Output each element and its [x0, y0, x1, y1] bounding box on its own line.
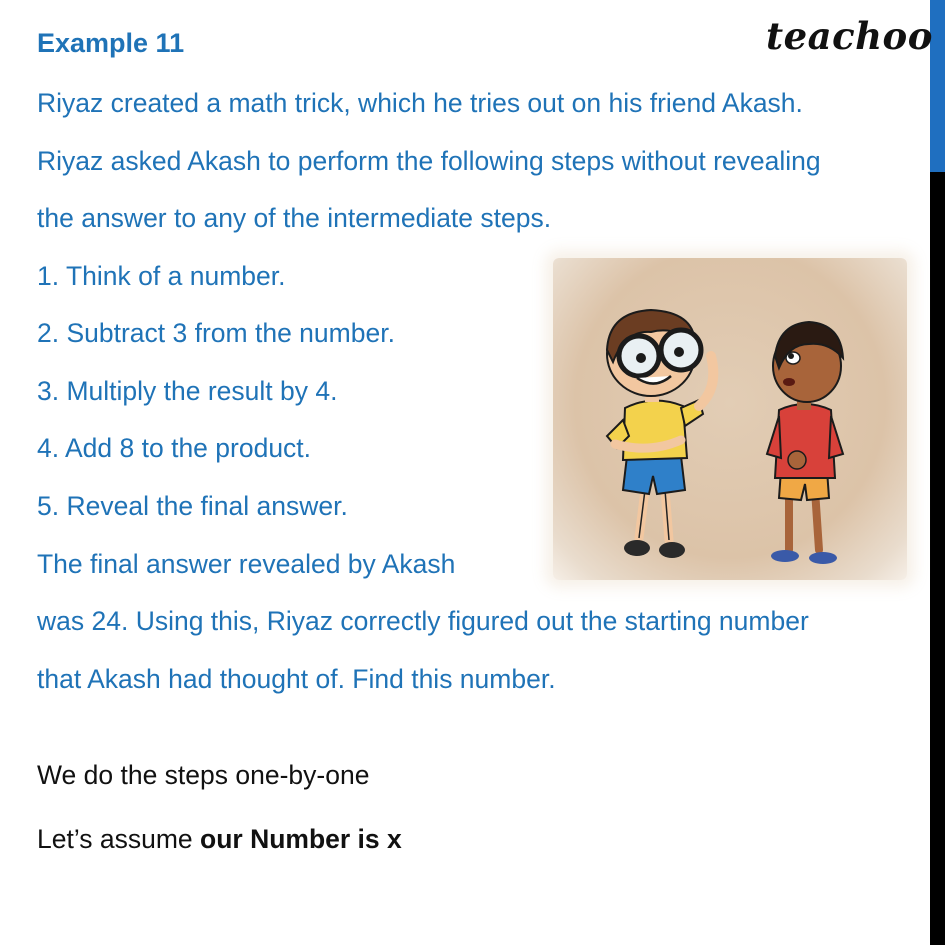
question-line: was 24. Using this, Riyaz correctly figured out the starting number: [37, 606, 809, 636]
question-line: the answer to any of the intermediate steps.: [37, 203, 552, 233]
cartoon-illustration: [553, 258, 907, 580]
question-line: The final answer revealed by Akash: [37, 549, 456, 579]
boy-with-glasses: [607, 310, 713, 558]
two-boys-illustration: [553, 258, 907, 580]
right-edge-bar: [930, 0, 945, 945]
boy-looking-up: [767, 322, 843, 564]
step-item: 3. Multiply the result by 4.: [37, 376, 338, 406]
solution-assumption: [37, 822, 402, 856]
step-item: 5. Reveal the final answer.: [37, 491, 348, 521]
teachoo-logo: teachoo: [766, 14, 933, 58]
example-title: Example 11: [37, 28, 185, 58]
step-item: 4. Add 8 to the product.: [37, 433, 312, 463]
assumption-bold-text: our Number is x: [200, 824, 402, 854]
step-item: 2. Subtract 3 from the number.: [37, 318, 395, 348]
solution-line: We do the steps one-by-one: [37, 760, 370, 790]
question-line: Riyaz asked Akash to perform the following steps without revealing: [37, 146, 821, 176]
question-line: that Akash had thought of. Find this number.: [37, 664, 556, 694]
question-line: Riyaz created a math trick, which he tries out on his friend Akash.: [37, 88, 803, 118]
step-item: 1. Think of a number.: [37, 261, 286, 291]
assumption-text: Let’s assume: [37, 824, 201, 854]
